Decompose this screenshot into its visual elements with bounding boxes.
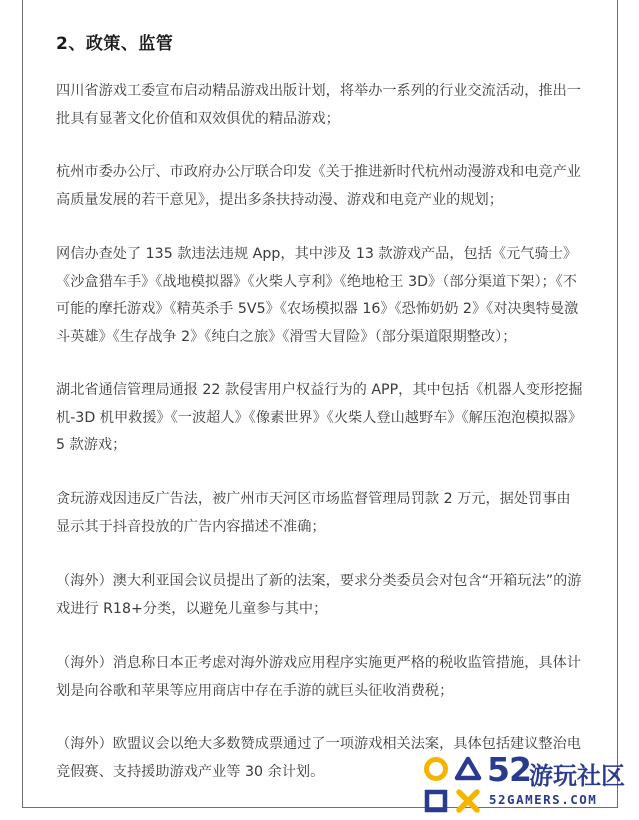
paragraph-hangzhou: 杭州市委办公厅、市政府办公厅联合印发《关于推进新时代杭州动漫游戏和电竞产业高质量发展的若干意见》，提出多条扶持动漫、游戏和电竞产业的规划；	[56, 164, 581, 208]
section-title: 2、政策、监管	[56, 34, 174, 54]
watermark-site: 52GAMERS.COM	[489, 792, 598, 807]
paragraph-cac: 网信办查处了 135 款违法违规 App，其中涉及 13 款游戏产品，包括《元气骑士》《沙盒猎车手》《战地模拟器》《火柴人亨利》《绝地枪王 3D》（部分渠道下架）；《不可能的摩托游戏》《精英杀手 5V5》《农场模拟器 16》《恐怖奶奶 2》《对决奥特曼激斗英雄》《生存战争 2》《纯白之旅》《滑雪大冒险》（部分渠道限期整改）；	[56, 246, 579, 345]
paragraph-sichuan: 四川省游戏工委宣布启动精品游戏出版计划，将举办一系列的行业交流活动，推出一批具有显著文化价值和双效俱优的精品游戏；	[56, 83, 581, 127]
watermark-number: 52	[487, 750, 531, 789]
paragraph-eu: （海外）欧盟议会以绝大多数赞成票通过了一项游戏相关法案，具体包括建议整治电竞假赛、支持援助游戏产业等 30 余计划。	[56, 736, 581, 780]
playstation-symbols-icon	[419, 752, 485, 818]
paragraph-australia: （海外）澳大利亚国会议员提出了新的法案，要求分类委员会对包含“开箱玩法”的游戏进行 R18+分类，以避免儿童参与其中；	[56, 573, 582, 617]
paragraph-tanwan: 贪玩游戏因违反广告法，被广州市天河区市场监督管理局罚款 2 万元，据处罚事由显示其于抖音投放的广告内容描述不准确；	[56, 491, 571, 535]
paragraph-japan: （海外）消息称日本正考虑对海外游戏应用程序实施更严格的税收监管措施，具体计划是向谷歌和苹果等应用商店中存在手游的就巨头征收消费税；	[56, 655, 581, 699]
paragraph-hubei: 湖北省通信管理局通报 22 款侵害用户权益行为的 APP，其中包括《机器人变形挖掘机-3D 机甲救援》《一波超人》《像素世界》《火柴人登山越野车》《解压泡泡模拟器》5 款游戏；	[56, 382, 583, 453]
watermark-name: 游玩社区	[529, 762, 625, 790]
watermark-logo	[419, 752, 639, 820]
